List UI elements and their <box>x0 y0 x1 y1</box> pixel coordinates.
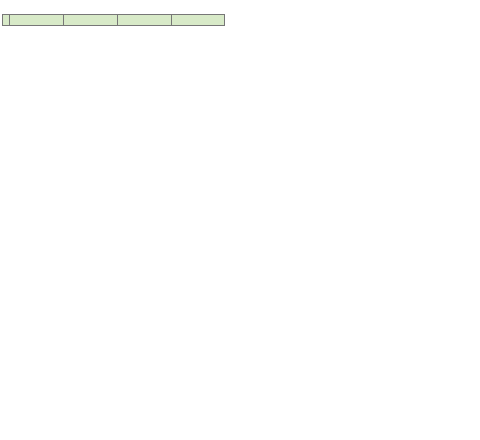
header-dam-dam-sire <box>172 15 225 26</box>
header-dam-sire <box>118 15 172 26</box>
entries-header <box>3 15 225 26</box>
header-name <box>10 15 64 26</box>
header-no <box>3 15 10 26</box>
entries-table <box>2 14 225 26</box>
header-sire <box>64 15 118 26</box>
